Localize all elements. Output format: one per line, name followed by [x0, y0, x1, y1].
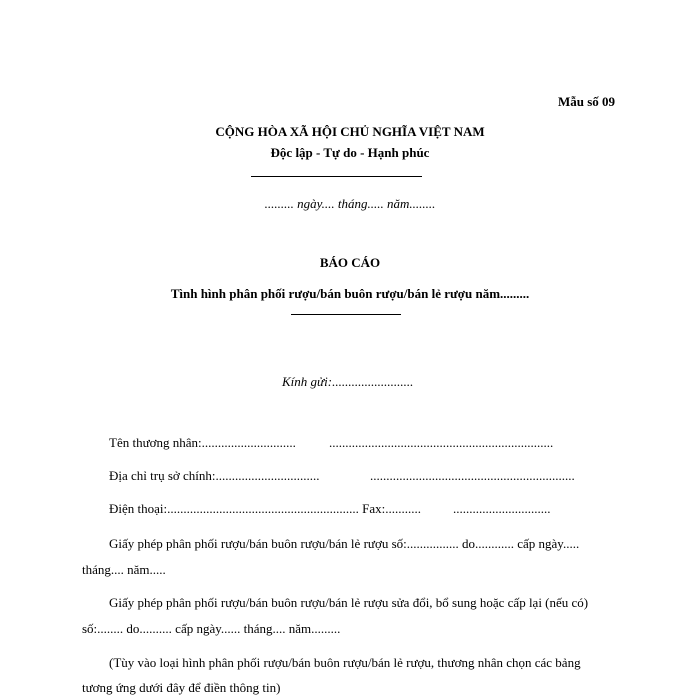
form-number: Mẫu số 09	[558, 94, 616, 109]
trader-name-continuation: .....................................................................	[329, 435, 554, 450]
subtitle-underline	[291, 314, 401, 315]
report-subtitle: Tình hình phân phối rượu/bán buôn rượu/bán lẻ rượu năm.........	[170, 286, 530, 301]
instruction-note-line2: tương ứng dưới đây để điền thông tin)	[82, 680, 281, 695]
instruction-note-line1: (Tùy vào loại hình phân phối rượu/bán buôn rượu/bán lẻ rượu, thương nhân chọn các bảng	[109, 655, 581, 670]
trader-name-field: Tên thương nhân:.............................	[109, 435, 296, 450]
license-paragraph-line2: tháng.... năm.....	[82, 562, 166, 577]
report-title: BÁO CÁO	[319, 255, 381, 270]
date-line: ......... ngày.... tháng..... năm........	[264, 196, 436, 211]
national-motto: Độc lập - Tự do - Hạnh phúc	[270, 145, 430, 160]
address-continuation: ...............................................................	[370, 468, 575, 483]
phone-fax-field: Điện thoại:........................................................... Fax:...........	[109, 501, 421, 516]
motto-underline	[251, 176, 422, 177]
amended-license-line1: Giấy phép phân phối rượu/bán buôn rượu/bán lẻ rượu sửa đổi, bổ sung hoặc cấp lại (nếu có)	[109, 595, 589, 610]
recipient-line: Kính gửi:.........................	[282, 374, 414, 389]
address-field: Địa chỉ trụ sở chính:................................	[109, 468, 320, 483]
country-name: CỘNG HÒA XÃ HỘI CHỦ NGHĨA VIỆT NAM	[215, 124, 485, 139]
amended-license-line2: số:........ do.......... cấp ngày...... tháng.... năm.........	[82, 621, 341, 636]
license-paragraph-line1: Giấy phép phân phối rượu/bán buôn rượu/bán lẻ rượu số:................ do............ cấp ngày.....	[109, 536, 580, 551]
fax-continuation: ..............................	[453, 501, 551, 516]
